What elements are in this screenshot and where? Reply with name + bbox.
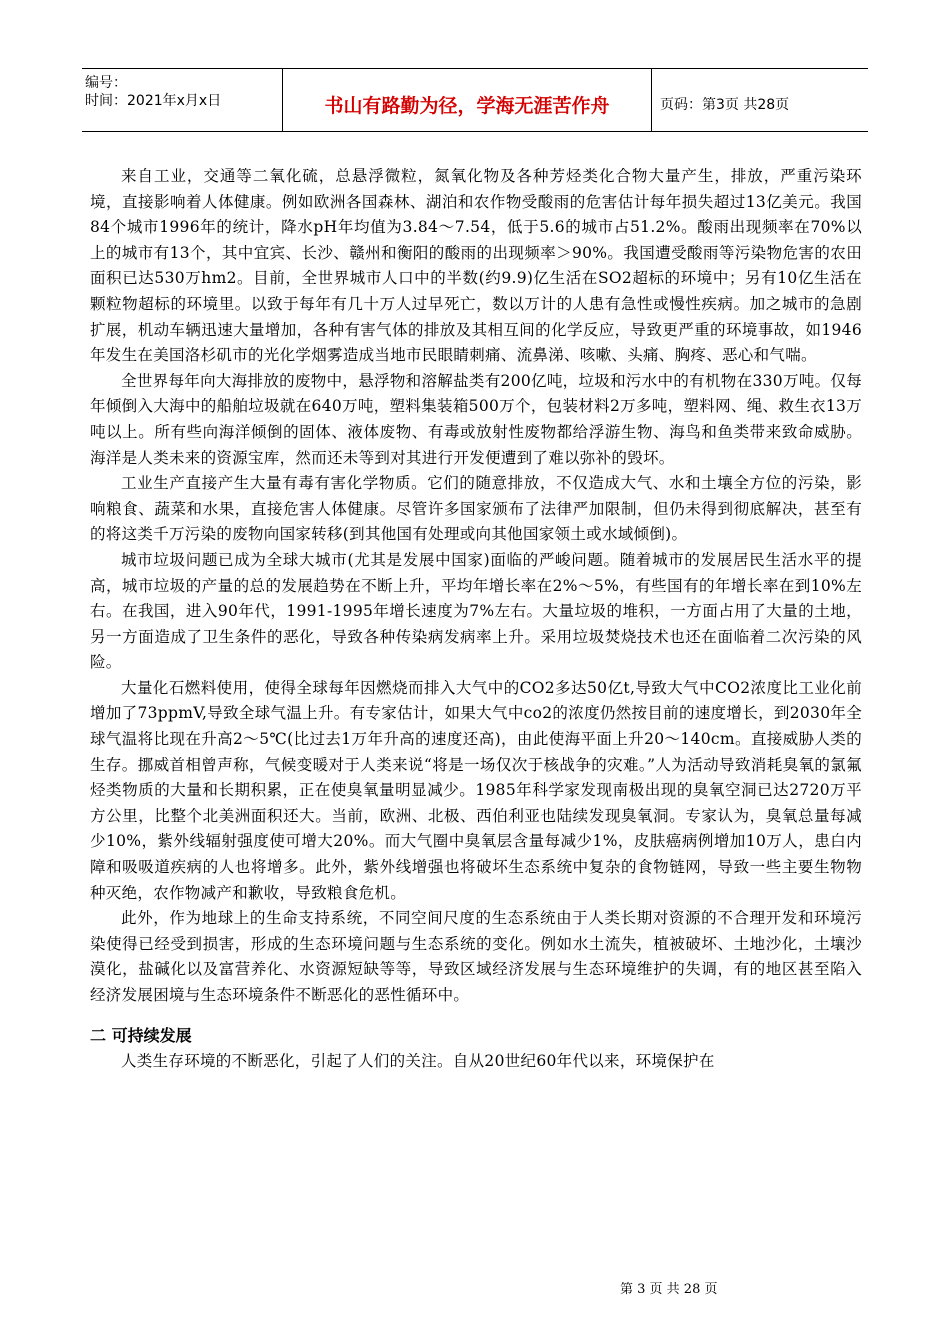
header-motto: 书山有路勤为径，学海无涯苦作舟 [282,69,652,131]
header-page-info: 页码：第3页 共28页 [660,97,790,113]
section-heading: 二 可持续发展 [90,1025,192,1045]
page-footer: 第 3 页 共 28 页 [620,1282,718,1297]
paragraph: 来自工业，交通等二氧化硫，总悬浮微粒，氮氧化物及各种芳烃类化合物大量产生，排放，严重污染环境，直接影响着人体健康。例如欧洲各国森林、湖泊和农作物受酸雨的危害估计每年损失超过13亿美元。我国84个城市1996年的统计，降水pH年均值为3.84～7.54，低于5.6的城市占51.2%。酸雨出现频率在70%以上的城市有13个，其中宜宾、长沙、赣州和衡阳的酸雨的出现频率＞90%。我国遭受酸雨等污染物危害的农田面积已达530万hm2。目前，全世界城市人口中的半数(约9.9)亿生活在SO2超标的环境中；另有10亿生活在颗粒物超标的环境里。以致于每年有几十万人过早死亡，数以万计的人患有急性或慢性疾病。加之城市的急剧扩展，机动车辆迅速大量增加，各种有害气体的排放及其相互间的化学反应，导致更严重的环境事故，如1946年发生在美国洛杉矶市的光化学烟雾造成当地市民眼睛刺痛、流鼻涕、咳嗽、头痛、胸疼、恶心和气喘。 [90,167,862,365]
paragraph: 大量化石燃料使用，使得全球每年因燃烧而排入大气中的CO2多达50亿t,导致大气中CO2浓度比工业化前增加了73ppmV,导致全球气温上升。有专家估计，如果大气中co2的浓度仍然按目前的速度增长，到2030年全球气温将比现在升高2～5℃(比过去1万年升高的速度还高)，由此使海平面上升20～140cm。直接威胁人类的生存。挪威首相曾声称，气候变暖对于人类来说“将是一场仅次于核战争的灾难。”人为活动导致消耗臭氧的氯氟烃类物质的大量和长期积累，正在使臭氧量明显减少。1985年科学家发现南极出现的臭氧空洞已达2720万平方公里，比整个北美洲面积还大。当前，欧洲、北极、西伯利亚也陆续发现臭氧洞。专家认为，臭氧总量每减少10%，紫外线辐射强度使可增大20%。而大气圈中臭氧层含量每减少1%，皮肤癌病例增加10万人，患白内障和吸吸道疾病的人也将增多。此外，紫外线增强也将破坏生态系统中复杂的食物链网，导致一些主要生物物种灭绝，农作物减产和歉收，导致粮食危机。 [90,678,862,902]
document-body [90,164,862,1074]
paragraph: 此外，作为地球上的生命支持系统，不同空间尺度的生态系统由于人类长期对资源的不合理开发和环境污染使得已经受到损害，形成的生态环境问题与生态系统的变化。例如水土流失，植被破坏、土地沙化，土壤沙漠化，盐碱化以及富营养化、水资源短缺等等，导致区域经济发展与生态环境维护的失调，有的地区甚至陷入经济发展困境与生态环境条件不断恶化的恶性循环中。 [90,909,862,1004]
page-header [82,68,868,132]
header-meta [82,69,282,131]
paragraph: 工业生产直接产生大量有毒有害化学物质。它们的随意排放，不仅造成大气、水和土壤全方位的污染，影响粮食、蔬菜和水果，直接危害人体健康。尽管许多国家颁布了法律严加限制，但仍未得到彻底解决，甚至有的将这类千万污染的废物向国家转移(到其他国有处理或向其他国家领土或水域倾倒)。 [90,474,862,544]
paragraph: 全世界每年向大海排放的废物中，悬浮物和溶解盐类有200亿吨，垃圾和污水中的有机物在330万吨。仅每年倾倒入大海中的船舶垃圾就在640万吨，塑料集装箱500万个，包装材料2万多吨，塑料网、绳、救生衣13万吨以上。所有些向海洋倾倒的固体、液体废物、有毒或放射性废物都给浮游生物、海鸟和鱼类带来致命威胁。海洋是人类未来的资源宝库，然而还未等到对其进行开发便遭到了难以弥补的毁坏。 [90,371,862,467]
doc-date-label: 时间：2021年x月x日 [85,93,222,109]
paragraph: 城市垃圾问题已成为全球大城市(尤其是发展中国家)面临的严峻问题。随着城市的发展居民生活水平的提高，城市垃圾的产量的总的发展趋势在不断上升，平均年增长率在2%～5%，有些国有的年增长率在到10%左右。在我国，进入90年代，1991-1995年增长速度为7%左右。大量垃圾的堆积，一方面占用了大量的土地，另一方面造成了卫生条件的恶化，导致各种传染病发病率上升。采用垃圾焚烧技术也还在面临着二次污染的风险。 [90,550,862,672]
doc-number-label: 编号： [85,75,127,91]
paragraph: 人类生存环境的不断恶化，引起了人们的关注。自从20世纪60年代以来，环境保护在 [121,1051,715,1070]
